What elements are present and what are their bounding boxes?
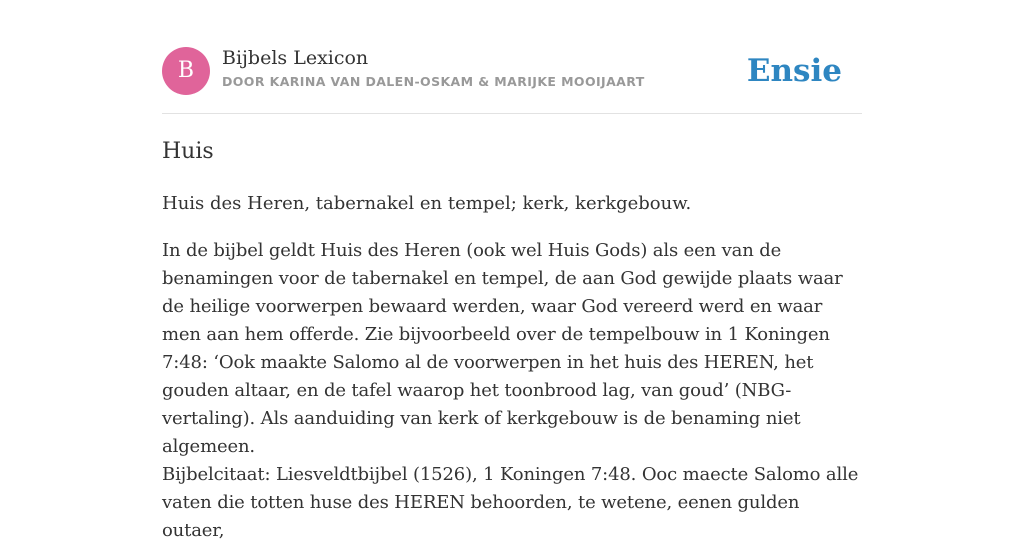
book-title-link[interactable]: Bijbels Lexicon — [222, 47, 369, 69]
author-byline: DOOR KARINA VAN DALEN-OSKAM & MARIJKE MOOIJAART — [222, 74, 645, 89]
page-header — [162, 46, 862, 96]
entry-title: Huis — [162, 139, 214, 164]
entry-quote: Bijbelcitaat: Liesveldtbijbel (1526), 1 Koningen 7:48. Ooc maecte Salomo alle vaten die totten huse des HEREN behoorden, te wetene, eenen gulden outaer, — [162, 464, 859, 541]
entry-body: In de bijbel geldt Huis des Heren (ook wel Huis Gods) als een van de benamingen voor de tabernakel en tempel, de aan God gewijde plaats waar de heilige voorwerpen bewaard werden, waar God vereerd werd en waar men aan hem offerde. Zie bijvoorbeeld over de tempelbouw in 1 Koningen 7:48: ‘Ook maakte Salomo al de voorwerpen in het huis des HEREN, het gouden altaar, en de tafel waarop het toonbrood lag, van goud’ (NBG-vertaling). Als aanduiding van kerk of kerkgebouw is de benaming niet algemeen. — [162, 240, 843, 457]
header-divider — [162, 113, 862, 114]
book-avatar[interactable]: B — [162, 47, 210, 95]
ensie-logo[interactable]: Ensie — [746, 53, 842, 89]
entry-summary: Huis des Heren, tabernakel en tempel; kerk, kerkgebouw. — [162, 193, 692, 214]
